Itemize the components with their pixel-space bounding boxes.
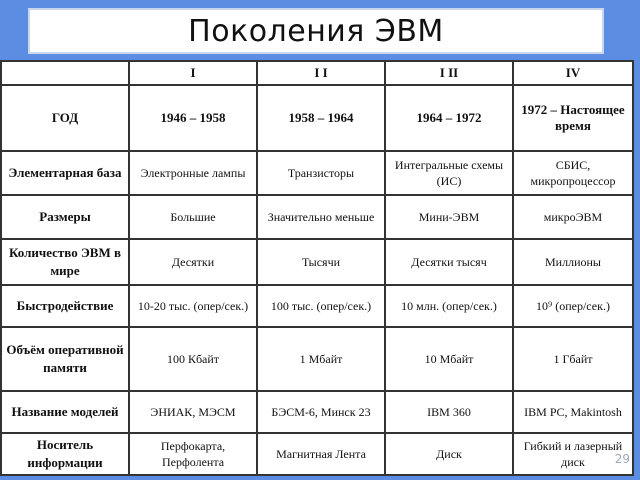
table-cell: Мини-ЭВМ xyxy=(385,195,513,239)
table-cell: 1958 – 1964 xyxy=(257,85,385,151)
table-cell: Десятки тысяч xyxy=(385,239,513,285)
table-cell: IBM PC, Makintosh xyxy=(513,391,633,433)
table-cell: 10 Мбайт xyxy=(385,327,513,391)
generation-header: I xyxy=(129,61,257,85)
table-row xyxy=(1,239,633,285)
table-cell: Диск xyxy=(385,433,513,475)
row-label: Название моделей xyxy=(1,391,129,433)
table-cell: 100 Кбайт xyxy=(129,327,257,391)
table-row xyxy=(1,327,633,391)
table-cell: Перфокарта, Перфолента xyxy=(129,433,257,475)
table-cell: Транзисторы xyxy=(257,151,385,195)
table-cell: Миллионы xyxy=(513,239,633,285)
table-cell: СБИС, микропроцессор xyxy=(513,151,633,195)
row-label: Количество ЭВМ в мире xyxy=(1,239,129,285)
table-cell: 1946 – 1958 xyxy=(129,85,257,151)
table-row xyxy=(1,391,633,433)
table-cell: 1964 – 1972 xyxy=(385,85,513,151)
table-row xyxy=(1,433,633,475)
slide-number: 29 xyxy=(614,452,630,466)
table-row xyxy=(1,195,633,239)
table-cell: БЭСМ-6, Минск 23 xyxy=(257,391,385,433)
table-row xyxy=(1,151,633,195)
title-box xyxy=(28,8,604,54)
table-cell: IBM 360 xyxy=(385,391,513,433)
table-cell: Большие xyxy=(129,195,257,239)
table-cell: 1972 – Настоящее время xyxy=(513,85,633,151)
table-cell: 10 млн. (опер/сек.) xyxy=(385,285,513,327)
header-row xyxy=(1,61,633,85)
table-cell: Гибкий и лазерный диск xyxy=(513,433,633,475)
generations-table xyxy=(0,60,634,476)
row-label: Размеры xyxy=(1,195,129,239)
row-label: Элементарная база xyxy=(1,151,129,195)
table-cell: 100 тыс. (опер/сек.) xyxy=(257,285,385,327)
table-cell: Интегральные схемы (ИС) xyxy=(385,151,513,195)
page-title: Поколения ЭВМ xyxy=(188,13,444,49)
table-cell: 1 Мбайт xyxy=(257,327,385,391)
corner-cell xyxy=(1,61,129,85)
row-label: Быстродействие xyxy=(1,285,129,327)
row-label: Носитель информации xyxy=(1,433,129,475)
generation-header: I I xyxy=(257,61,385,85)
row-label: Объём оперативной памяти xyxy=(1,327,129,391)
row-label: ГОД xyxy=(1,85,129,151)
generations-table-wrap xyxy=(0,60,632,474)
generation-header: IV xyxy=(513,61,633,85)
table-row xyxy=(1,285,633,327)
generation-header: I II xyxy=(385,61,513,85)
table-cell: 10⁹ (опер/сек.) xyxy=(513,285,633,327)
table-cell: Электронные лампы xyxy=(129,151,257,195)
table-row xyxy=(1,85,633,151)
table-cell: 1 Гбайт xyxy=(513,327,633,391)
table-cell: Значительно меньше xyxy=(257,195,385,239)
table-cell: 10-20 тыс. (опер/сек.) xyxy=(129,285,257,327)
table-cell: Магнитная Лента xyxy=(257,433,385,475)
table-cell: Тысячи xyxy=(257,239,385,285)
table-cell: ЭНИАК, МЭСМ xyxy=(129,391,257,433)
table-cell: микроЭВМ xyxy=(513,195,633,239)
table-cell: Десятки xyxy=(129,239,257,285)
